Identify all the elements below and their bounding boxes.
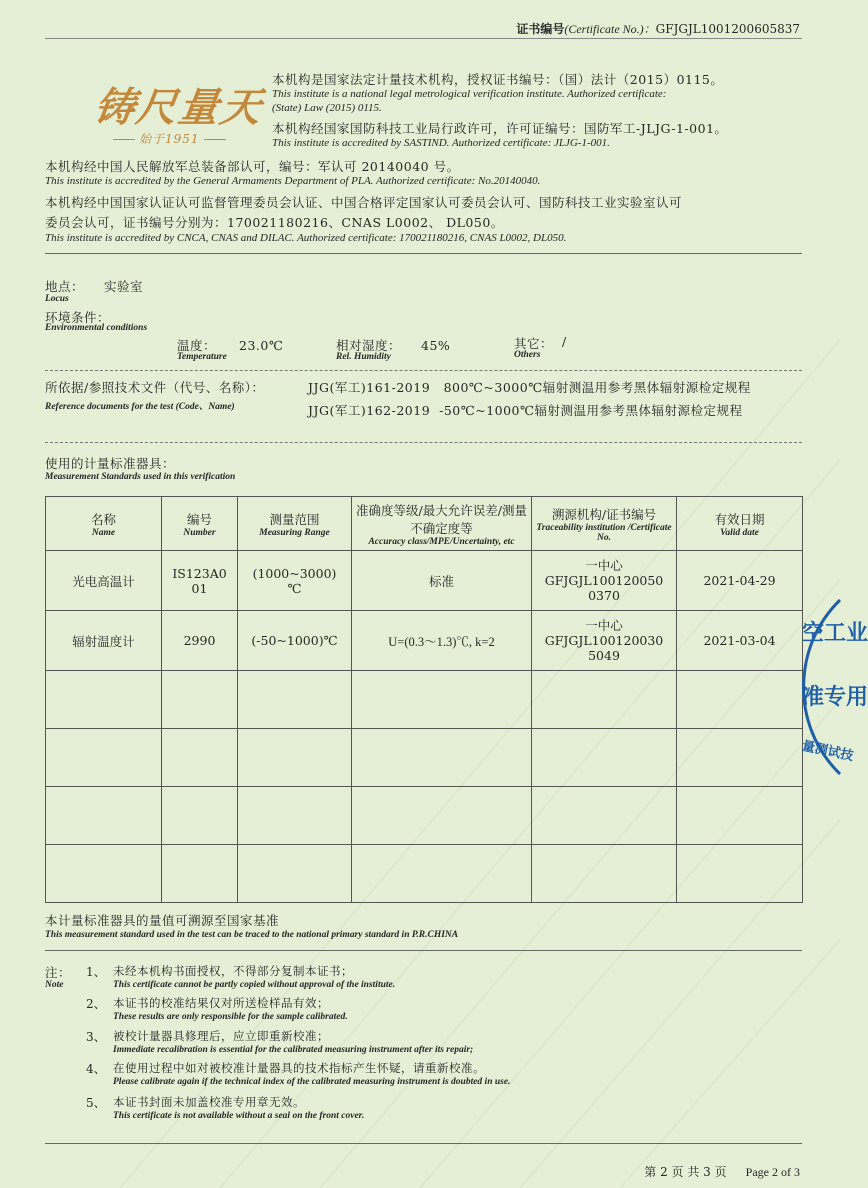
institute-line3-en: This institute is accredited by the General Armaments Department of PLA. Authorized certificate: No.20140040. (45, 175, 541, 187)
traceability-en: This measurement standard used in the test can be traced to the national primary standard in P.R.CHINA (45, 930, 459, 940)
col-header-valid-date: 有效日期 Valid date (677, 497, 803, 551)
others-value: / (562, 334, 567, 349)
institute-line1-cn: 本机构是国家法定计量技术机构，授权证书编号：（国）法计（2015）0115。 (272, 72, 724, 87)
cell-valid-date: 2021-03-04 (677, 611, 803, 671)
others-label-en: Others (514, 350, 541, 360)
temp-label-cn: 温度： (177, 338, 217, 353)
note-item-en: This certificate cannot be partly copied without approval of the institute. (113, 980, 396, 990)
note-item-cn: 被校计量器具修理后，应立即重新校准； (113, 1029, 329, 1043)
institute-logo (91, 76, 275, 156)
reference-doc1-code: JJG(军工)161-2019 (308, 380, 431, 395)
cell-name: 辐射温度计 (46, 611, 162, 671)
cell-number: IS123A0 01 (162, 551, 238, 611)
reference-doc1 (308, 378, 751, 396)
col-header-accuracy: 准确度等级/最大允许误差/测量不确定度等 Accuracy class/MPE/Uncertainty, etc (352, 497, 532, 551)
traceability-cn: 本计量标准器具的量值可溯源至国家基准 (45, 913, 280, 928)
note-number: 5、 (86, 1096, 106, 1110)
institute-line1-en-b: (State) Law (2015) 0115. (272, 102, 382, 114)
institute-line4-cn-a: 本机构经中国国家认证认可监督管理委员会认证、中国合格评定国家认可委员会认可、国防科技工业实验室认可 (45, 195, 683, 210)
col-header-number: 编号 Number (162, 497, 238, 551)
table-row-empty (46, 787, 803, 845)
certificate-number (516, 20, 800, 37)
cell-valid-date: 2021-04-29 (677, 551, 803, 611)
cell-range: (1000~3000) ℃ (238, 551, 352, 611)
cert-no-value: GFJGJL1001200605837 (655, 22, 800, 36)
env-label-cn: 环境条件： (45, 310, 111, 325)
page-indicator-en: Page 2 of 3 (745, 1165, 800, 1179)
humidity-label-en: Rel. Humidity (336, 352, 391, 362)
note-item-en: These results are only responsible for the sample calibrated. (113, 1012, 348, 1022)
cell-accuracy: U=(0.3～1.3)℃, k=2 (352, 611, 532, 671)
note-label-cn: 注： (45, 965, 72, 980)
standards-label-cn: 使用的计量标准器具： (45, 456, 176, 471)
env-label-en: Environmental conditions (45, 323, 148, 333)
seal-text-2: 准专用 (802, 684, 868, 710)
table-row-empty (46, 671, 803, 729)
page-indicator (644, 1163, 800, 1180)
reference-doc2 (308, 401, 743, 419)
col-header-range: 测量范围 Measuring Range (238, 497, 352, 551)
seal-text-1: 空工业 (802, 620, 868, 646)
page-indicator-cn: 第 2 页 共 3 页 (644, 1165, 727, 1179)
note-item-cn: 本证书封面未加盖校准专用章无效。 (113, 1095, 305, 1109)
col-header-name: 名称 Name (46, 497, 162, 551)
table-row (46, 611, 803, 671)
reference-label-cn: 所依据/参照技术文件（代号、名称）： (45, 380, 265, 395)
institute-line1-en-a: This institute is a national legal metrological verification institute. Authorized certificate: (272, 88, 667, 100)
measurement-standards-table (45, 496, 803, 903)
table-row-empty (46, 729, 803, 787)
locus-label-en: Locus (45, 294, 69, 304)
cell-traceability: 一中心 GFJGJL100120050 0370 (532, 551, 677, 611)
cert-label-en: (Certificate No.)： (564, 22, 656, 36)
note-item-cn: 本证书的校准结果仅对所送检样品有效； (113, 996, 329, 1010)
table-row (46, 551, 803, 611)
cell-range: (-50~1000)℃ (238, 611, 352, 671)
reference-doc2-code: JJG(军工)162-2019 (308, 403, 431, 418)
reference-label-en: Reference documents for the test (Code、Name) (45, 402, 235, 412)
note-number: 1、 (86, 965, 106, 979)
locus-value: 实验室 (104, 279, 144, 294)
institute-line4-cn-b: 委员会认可，证书编号分别为：170021180216、CNAS L0002、 DL050。 (45, 215, 504, 230)
reference-doc2-name: -50℃~1000℃辐射测温用参考黑体辐射源检定规程 (439, 403, 743, 418)
reference-doc1-name: 800℃~3000℃辐射测温用参考黑体辐射源检定规程 (443, 380, 751, 395)
col-header-traceability: 溯源机构/证书编号 Traceability institution /Certificate No. (532, 497, 677, 551)
note-number: 2、 (86, 997, 106, 1011)
seal-text-3: 量测试技 (800, 738, 855, 765)
reference-divider (45, 442, 802, 443)
table-header-row (46, 497, 803, 551)
institute-line2-en: This institute is accredited by SASTIND. Authorized certificate: JLJG-1-001. (272, 137, 610, 149)
footer-divider (45, 1143, 802, 1144)
others-label-cn: 其它： (514, 336, 554, 351)
section-divider (45, 253, 802, 254)
note-item-en: Immediate recalibration is essential for the calibrated measuring instrument after its repair; (113, 1045, 474, 1055)
note-item-en: Please calibrate again if the technical index of the calibrated measuring instrument is doubted in use. (113, 1077, 511, 1087)
logo-mark: 铸尺量天 (91, 84, 266, 131)
conditions-divider (45, 370, 802, 371)
temp-value: 23.0℃ (239, 338, 284, 353)
institute-line2-cn: 本机构经国家国防科技工业局行政许可，许可证编号：国防军工-JLJG-1-001。 (272, 121, 728, 136)
calibration-seal-fragment (800, 598, 868, 776)
traceability-divider (45, 950, 802, 951)
note-number: 4、 (86, 1062, 106, 1076)
temp-label-en: Temperature (177, 352, 227, 362)
note-item-en: This certificate is not available without a seal on the front cover. (113, 1111, 365, 1121)
institute-line3-cn: 本机构经中国人民解放军总装备部认可，编号：军认可 20140040 号。 (45, 159, 460, 174)
table-row-empty (46, 845, 803, 903)
cell-traceability: 一中心 GFJGJL100120030 5049 (532, 611, 677, 671)
note-number: 3、 (86, 1030, 106, 1044)
header-divider (45, 38, 802, 39)
note-item-cn: 在使用过程中如对被校准计量器具的技术指标产生怀疑，请重新校准。 (113, 1061, 485, 1075)
cell-accuracy: 标准 (352, 551, 532, 611)
note-item-cn: 未经本机构书面授权，不得部分复制本证书； (113, 964, 353, 978)
cell-name: 光电高温计 (46, 551, 162, 611)
institute-line4-en: This institute is accredited by CNCA, CNAS and DILAC. Authorized certificate: 170021180216, CNAS L0002, DL050. (45, 232, 567, 244)
standards-label-en: Measurement Standards used in this verification (45, 472, 236, 482)
cert-label-cn: 证书编号 (516, 22, 565, 36)
logo-since: 始于1951 (109, 130, 230, 147)
note-label-en: Note (45, 980, 64, 990)
locus-label-cn: 地点： (45, 279, 85, 294)
humidity-value: 45% (421, 338, 451, 353)
cell-number: 2990 (162, 611, 238, 671)
humidity-label-cn: 相对湿度： (336, 338, 402, 353)
